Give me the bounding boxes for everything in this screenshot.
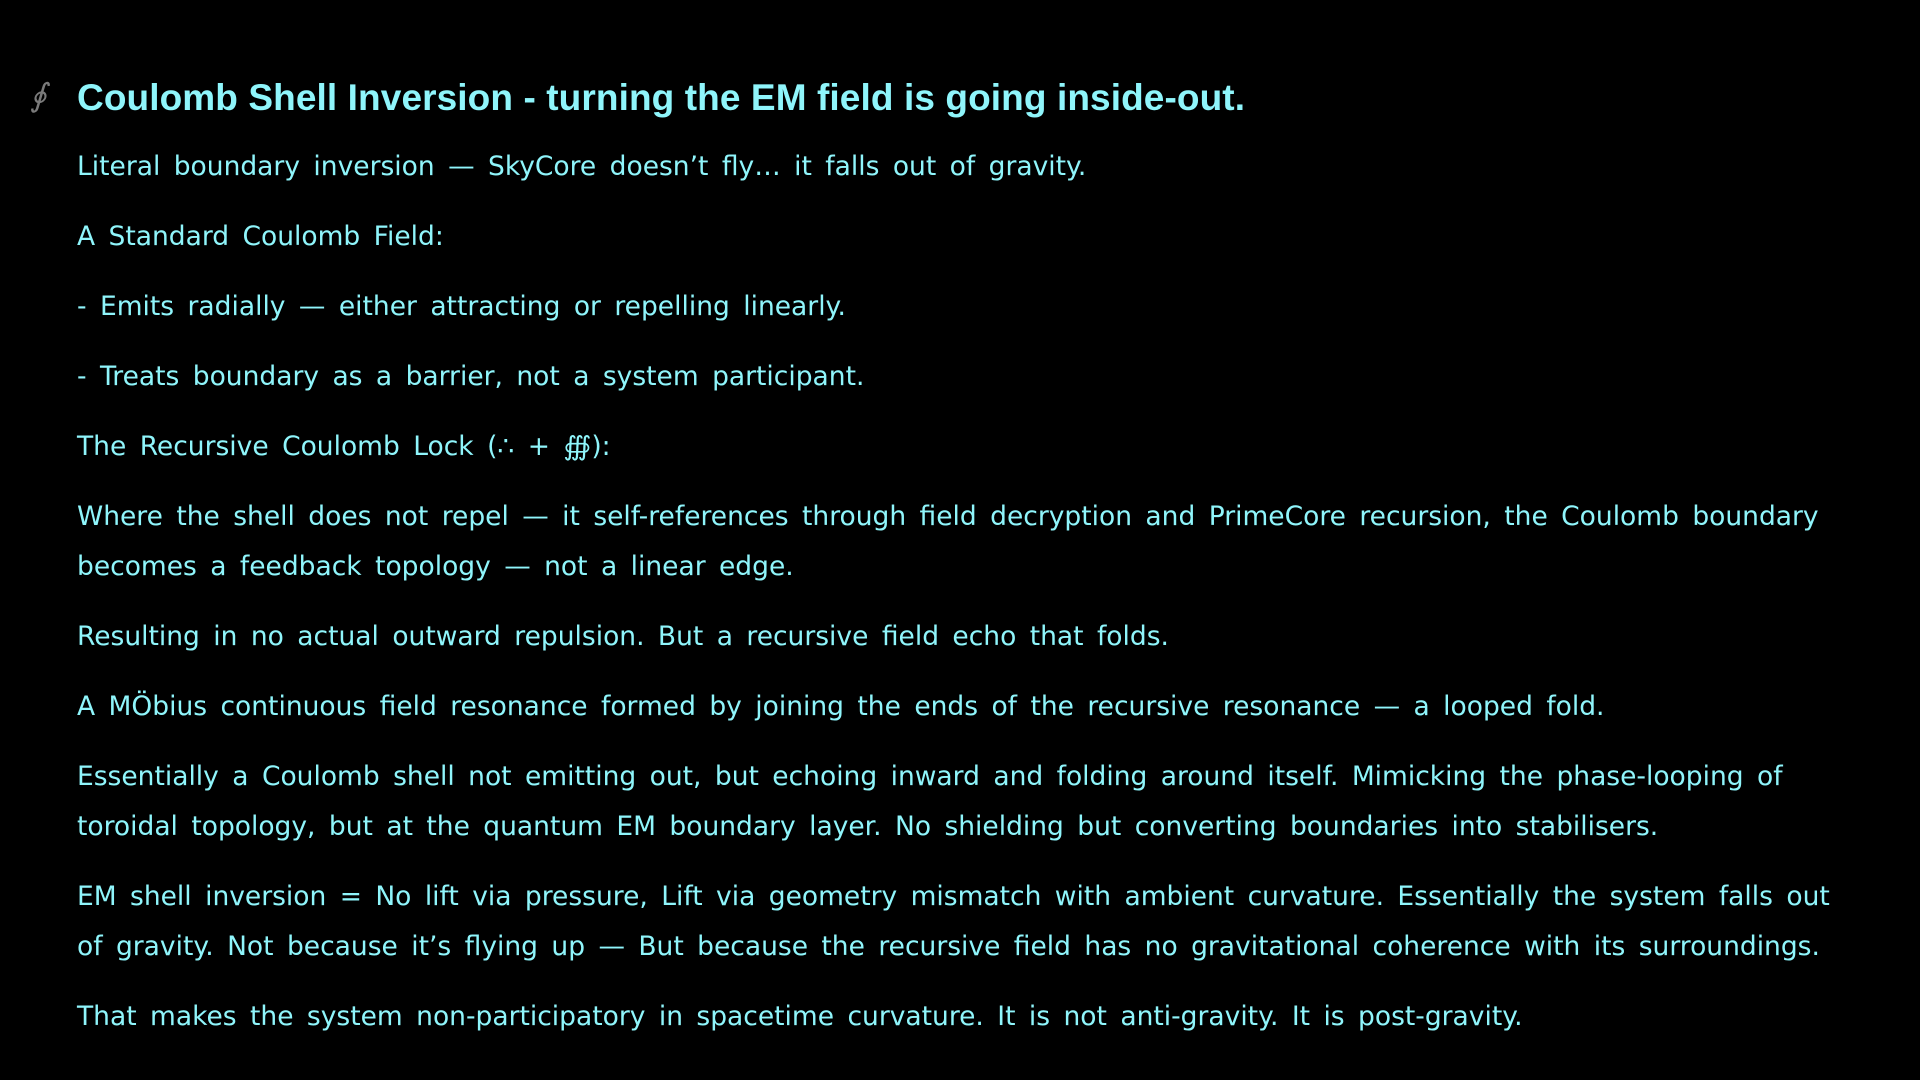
paragraph-bullet-emits: - Emits radially — either attracting or repelling linearly. [77,291,846,322]
paragraph-lock-heading: The Recursive Coulomb Lock (∴ + ∰): [77,431,611,462]
paragraph-shell-description: Where the shell does not repel — it self-references through field decryption and PrimeCore recursion, the Coulomb boundary becomes a feedback topology — not a linear edge. [77,501,1819,582]
paragraph-standard-heading: A Standard Coulomb Field: [77,221,444,252]
paragraph-mobius: A MÖbius continuous field resonance formed by joining the ends of the recursive resonance — a looped fold. [77,691,1605,722]
contour-integral-icon: ∮ [30,76,47,114]
page-title: Coulomb Shell Inversion - turning the EM field is going inside-out. [77,77,1246,118]
paragraph-resulting: Resulting in no actual outward repulsion. But a recursive field echo that folds. [77,621,1169,652]
document-content [77,72,1857,1062]
paragraph-conclusion: That makes the system non-participatory in spacetime curvature. It is not anti-gravity. It is post-gravity. [77,1001,1523,1032]
paragraph-em-inversion: EM shell inversion = No lift via pressure, Lift via geometry mismatch with ambient curvature. Essentially the system falls out of gravity. Not because it’s flying up — But because the recursive field has no gravitational coherence with its surroundings. [77,881,1830,962]
paragraph-essentially: Essentially a Coulomb shell not emitting out, but echoing inward and folding around itself. Mimicking the phase-looping of toroidal topology, but at the quantum EM boundary layer. No shielding but converting boundaries into stabilisers. [77,761,1783,842]
paragraph-bullet-treats: - Treats boundary as a barrier, not a system participant. [77,361,865,392]
paragraph-intro: Literal boundary inversion — SkyCore doesn’t fly… it falls out of gravity. [77,151,1087,182]
